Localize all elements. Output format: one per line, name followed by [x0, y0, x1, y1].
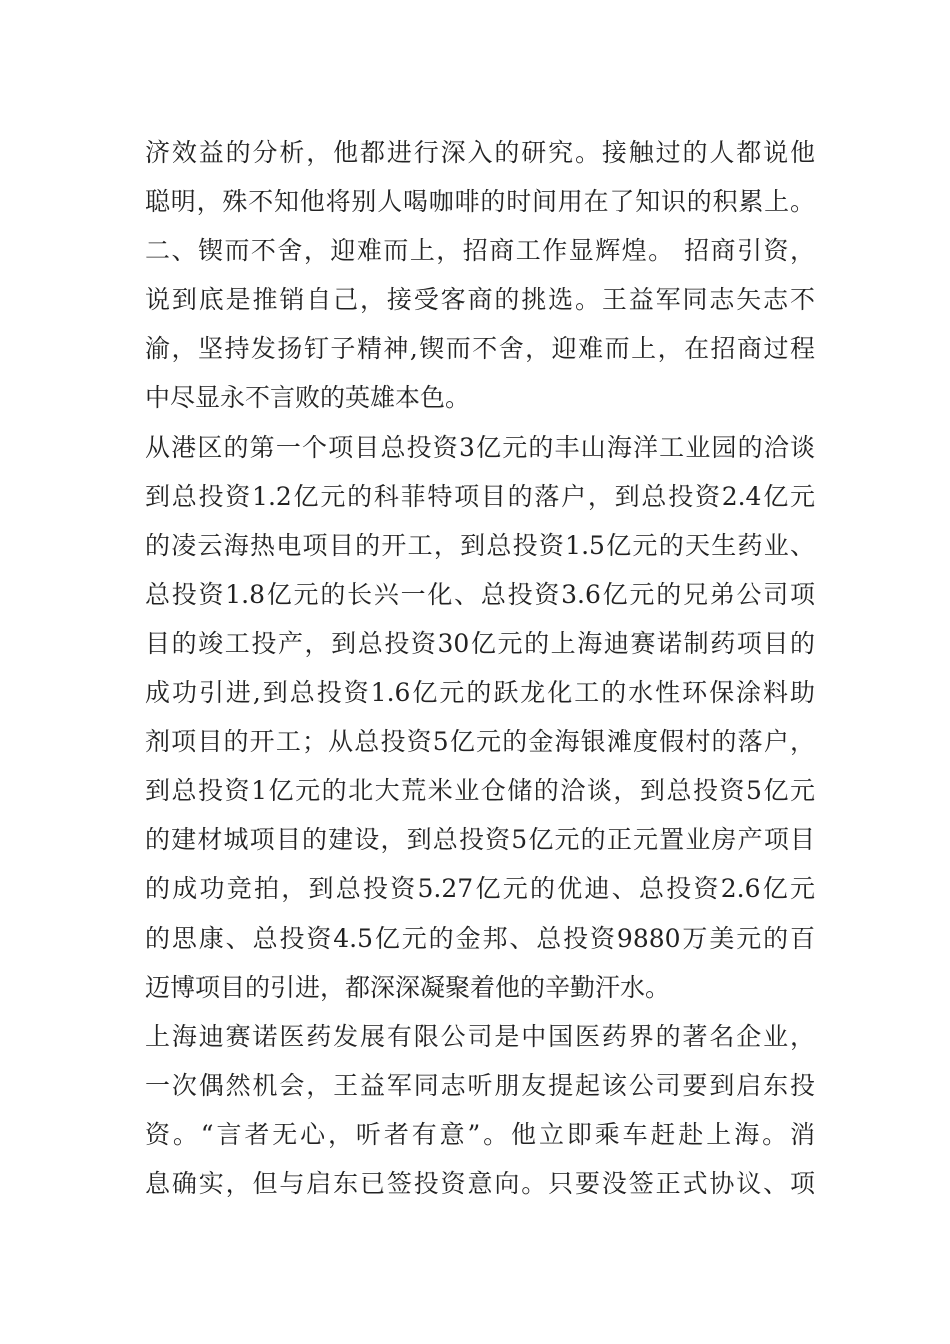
text-line: 迈博项目的引进，都深深凝聚着他的辛勤汗水。 [145, 972, 671, 1002]
text-line: 目的竣工投产，到总投资30亿元的上海迪赛诺制药项目的 [145, 628, 815, 658]
text-line: 息确实，但与启东已签投资意向。只要没签正式协议、项 [145, 1168, 815, 1198]
text-line: 济效益的分析，他都进行深入的研究。接触过的人都说他 [145, 138, 815, 167]
text-line: 说到底是推销自己，接受客商的挑选。王益军同志矢志不 [145, 285, 815, 315]
text-line: 的成功竞拍，到总投资5.27亿元的优迪、总投资2.6亿元 [145, 874, 815, 904]
text-line: 聪明，殊不知他将别人喝咖啡的时间用在了知识的积累上。 [145, 187, 815, 217]
text-line: 的思康、总投资4.5亿元的金邦、总投资9880万美元的百 [145, 923, 815, 953]
text-line: 渝，坚持发扬钉子精神,锲而不舍，迎难而上，在招商过程 [145, 334, 815, 364]
text-line: 上海迪赛诺医药发展有限公司是中国医药界的著名企业， [145, 1021, 815, 1051]
text-line: 中尽显永不言败的英雄本色。 [145, 383, 471, 413]
text-line: 一次偶然机会，王益军同志听朋友提起该公司要到启东投 [145, 1070, 815, 1100]
text-line: 资。“言者无心，听者有意”。他立即乘车赶赴上海。消 [145, 1119, 815, 1149]
text-line: 到总投资1.2亿元的科菲特项目的落户，到总投资2.4亿元 [145, 481, 815, 511]
text-line: 到总投资1亿元的北大荒米业仓储的洽谈，到总投资5亿元 [145, 776, 815, 806]
text-line: 成功引进,到总投资1.6亿元的跃龙化工的水性环保涂料助 [145, 678, 815, 708]
text-line: 的建材城项目的建设，到总投资5亿元的正元置业房产项目 [145, 825, 815, 855]
text-line: 总投资1.8亿元的长兴一化、总投资3.6亿元的兄弟公司项 [145, 579, 815, 609]
text-line: 的凌云海热电项目的开工，到总投资1.5亿元的天生药业、 [145, 530, 815, 560]
text-line: 二、锲而不舍，迎难而上，招商工作显辉煌。 招商引资， [145, 236, 815, 266]
text-line: 剂项目的开工；从总投资5亿元的金海银滩度假村的落户， [145, 727, 815, 757]
text-line: 从港区的第一个项目总投资3亿元的丰山海洋工业园的洽谈 [145, 432, 815, 462]
body-text [145, 128, 815, 1208]
